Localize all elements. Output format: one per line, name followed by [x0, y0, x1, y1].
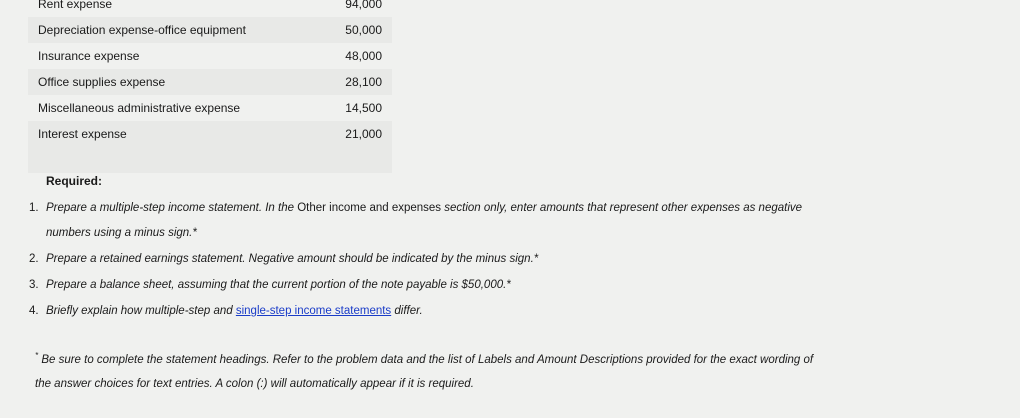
requirement-number: 3. — [29, 279, 39, 291]
requirement-number: 4. — [29, 305, 39, 317]
single-step-income-statements-link[interactable]: single-step income statements — [235, 305, 392, 317]
table-row — [28, 69, 392, 95]
expense-amount: 94,000 — [302, 0, 392, 17]
requirement-item — [29, 196, 809, 246]
requirement-item — [29, 247, 809, 272]
expense-label: Depreciation expense-office equipment — [28, 17, 302, 43]
required-heading: Required: — [46, 174, 103, 188]
expense-table — [28, 0, 392, 173]
requirement-number: 1. — [29, 202, 39, 214]
table-row — [28, 121, 392, 147]
table-row — [28, 17, 392, 43]
table-row — [28, 95, 392, 121]
expense-amount: 21,000 — [302, 121, 392, 147]
expense-amount: 28,100 — [302, 69, 392, 95]
footnote-marker: * — [35, 351, 39, 360]
expense-label: Rent expense — [28, 0, 302, 17]
footnote-text: Be sure to complete the statement headings. Refer to the problem data and the list of Labels and Amount Descriptions provided for the exact wording of the answer choices for text entries. A colon (:) will automatically appear if it is required. — [35, 353, 814, 390]
requirement-text: differ. — [391, 305, 423, 317]
empty-cell — [28, 147, 302, 173]
requirement-text: Briefly explain how multiple-step and — [46, 305, 236, 317]
requirement-item — [29, 299, 809, 324]
empty-cell — [302, 147, 392, 173]
requirement-text: Prepare a balance sheet, assuming that the current portion of the note payable is $50,000.* — [46, 279, 511, 291]
expense-label: Office supplies expense — [28, 69, 302, 95]
requirements-list — [29, 196, 809, 325]
requirement-item — [29, 273, 809, 298]
expense-label: Insurance expense — [28, 43, 302, 69]
requirement-text: section only, enter amounts that represent other expenses as negative numbers using a minus sign.* — [46, 202, 803, 239]
requirement-section-name: Other income and expenses — [297, 202, 442, 214]
table-row — [28, 0, 392, 17]
requirement-text: Prepare a retained earnings statement. Negative amount should be indicated by the minus sign.* — [46, 253, 539, 265]
requirement-number: 2. — [29, 253, 39, 265]
expense-label: Interest expense — [28, 121, 302, 147]
table-row — [28, 147, 392, 173]
expense-amount: 50,000 — [302, 17, 392, 43]
requirement-text: Prepare a multiple-step income statement. In the — [46, 202, 298, 214]
expense-amount: 48,000 — [302, 43, 392, 69]
expense-label: Miscellaneous administrative expense — [28, 95, 302, 121]
expense-amount: 14,500 — [302, 95, 392, 121]
footnote — [35, 344, 815, 396]
table-row — [28, 43, 392, 69]
